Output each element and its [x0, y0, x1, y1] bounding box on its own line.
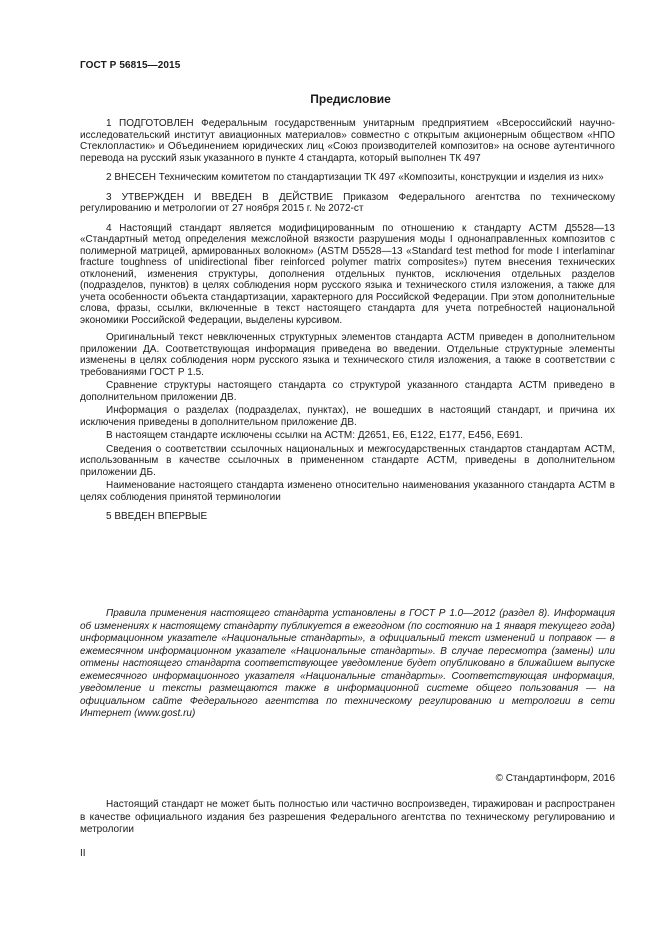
foreword-paragraph-4-name-change: Наименование настоящего стандарта изменено относительно наименования указанного стандарта АСТМ в целях соблюдения принятой терминологии: [80, 480, 615, 503]
foreword-paragraph-4-excluded-sections: Информация о разделах (подразделах, пунктах), не вошедших в настоящий стандарт, и причина их исключения приведены в дополнительном приложение ДВ.: [80, 405, 615, 428]
notice-text: Правила применения настоящего стандарта установлены в ГОСТ Р 1.0—2012 (раздел 8). Информация об изменениях к настоящему стандарту публикуется в ежегодном (по состоянию на 1 января текущего года) информационном указателе «Национальные стандарты», а официальный текст изменений и поправок — в ежемесячном информационном указателе «Национальные стандарты». В случае пересмотра (замены) или отмены настоящего стандарта соответствующее уведомление будет опубликовано в ближайшем выпуске ежемесячного информационного указателя «Национальные стандарты». Соответствующая информация, уведомление и тексты размещаются также в информационной системе общего пользования — на официальном сайте Федерального агентства по техническому регулированию и метрологии в сети Интернет (www.gost.ru): [80, 608, 615, 719]
foreword-paragraph-1: 1 ПОДГОТОВЛЕН Федеральным государственным унитарным предприятием «Всероссийский научно-исследовательский институт авиационных материалов» совместно с открытым акционерным обществом «НПО Стеклопластик» и Объединением юридических лиц «Союз производителей композитов» на основе аутентичного перевода на русский язык указанного в пункте 4 стандарта, который выполнен ТК 497: [80, 118, 615, 164]
reproduction-text: Настоящий стандарт не может быть полностью или частично воспроизведен, тиражирован и распространен в качестве официального издания без разрешения Федерального агентства по техническому регулированию и метрологии: [80, 799, 615, 835]
application-rules-notice: [80, 608, 615, 721]
reproduction-notice: [80, 799, 615, 837]
standard-code-header: ГОСТ Р 56815—2015: [80, 60, 181, 71]
foreword-paragraph-2: 2 ВНЕСЕН Техническим комитетом по стандартизации ТК 497 «Композиты, конструкции и изделия из них»: [106, 172, 604, 183]
foreword-title: Предисловие: [310, 92, 391, 106]
foreword-paragraph-4: 4 Настоящий стандарт является модифицированным по отношению к стандарту ACTM Д5528—13 «Стандартный метод определения межслойной вязкости разрушения моды I однонаправленных композитов с полимерной матрицей, армированных волокном» (ASTM D5528—13 «Standard test method for mode I interlaminar fracture toughness of unidirectional fiber reinforced polymer matrix composites») путем внесения технических отклонений, изменения структуры, дополнения отдельных пунктов, исключения отдельных разделов (подразделов, пунктов) в целях соблюдения норм русского языка и технического стиля изложения, а также для учета особенности объекта стандартизации, характерного для Российской Федерации. При этом дополнительные слова, фразы, ссылки, включенные в текст настоящего стандарта для учета потребностей национальной экономики Российской Федерации, выделены курсивом.: [80, 222, 615, 326]
foreword-paragraph-3: 3 УТВЕРЖДЕН И ВВЕДЕН В ДЕЙСТВИЕ Приказом Федерального агентства по техническому регулированию и метрологии от 27 ноября 2015 г. № 2072-ст: [80, 191, 615, 214]
page-number: II: [80, 848, 86, 859]
foreword-body: [80, 118, 615, 523]
foreword-paragraph-5: 5 ВВЕДЕН ВПЕРВЫЕ: [106, 511, 208, 522]
foreword-paragraph-4-structure-comparison: Сравнение структуры настоящего стандарта со структурой указанного стандарта АСТМ приведено в дополнительном приложении ДВ.: [80, 380, 615, 403]
foreword-paragraph-4-excluded-references: В настоящем стандарте исключены ссылки на АСТМ: Д2651, Е6, Е122, Е177, Е456, Е691.: [106, 430, 524, 441]
foreword-paragraph-4-original-text: Оригинальный текст невключенных структурных элементов стандарта АСТМ приведен в дополнительном приложении ДА. Соответствующая информация приведена во введении. Отдельные структурные элементы изменены в целях соблюдения норм русского языка и технического стиля изложения, а также в соответствии с требованиями ГОСТ Р 1.5.: [80, 332, 615, 378]
copyright-line: © Стандартинформ, 2016: [495, 773, 615, 784]
foreword-paragraph-4-reference-correspondence: Сведения о соответствии ссылочных национальных и межгосударственных стандартов стандартам АСТМ, использованным в качестве ссылочных в примененном стандарте АСТМ, приведены в дополнительном приложении ДБ.: [80, 443, 615, 478]
